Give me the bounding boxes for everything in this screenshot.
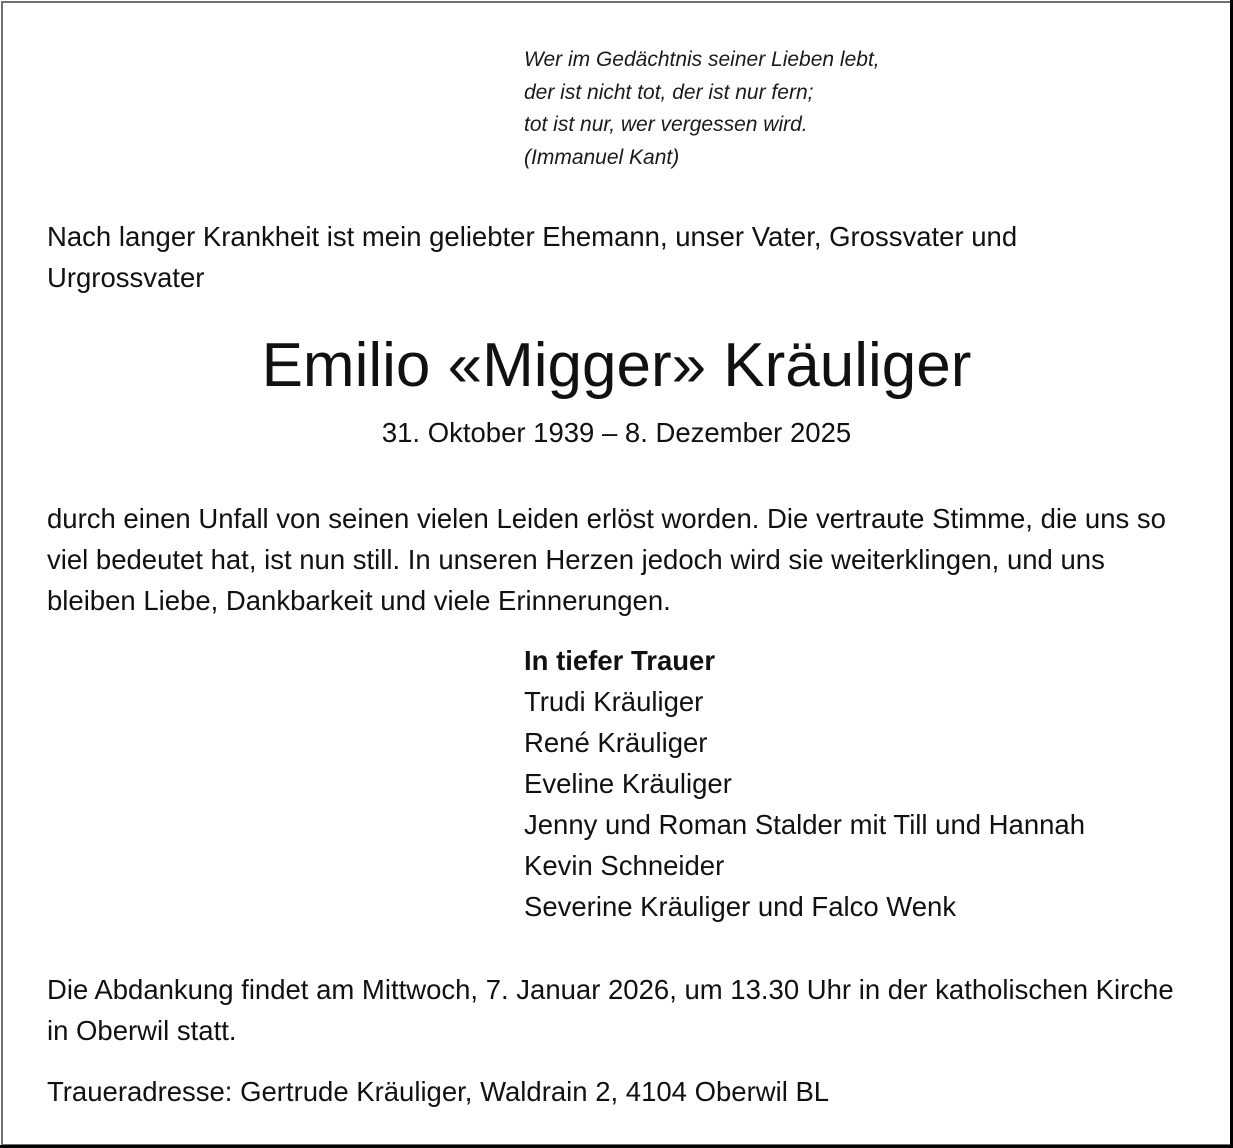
service-info: Die Abdankung findet am Mittwoch, 7. Januar 2026, um 13.30 Uhr in der katholischen Kirche in Oberwil statt. <box>47 974 1174 1046</box>
mourners-list <box>524 640 1085 927</box>
mourner-name: Kevin Schneider <box>524 850 725 881</box>
quote-line: tot ist nur, wer vergessen wird. <box>524 113 808 136</box>
quote-line: Wer im Gedächtnis seiner Lieben lebt, <box>524 48 880 71</box>
mourner-name: Eveline Kräuliger <box>524 768 732 799</box>
mourner-name: Jenny und Roman Stalder mit Till und Hannah <box>524 809 1086 840</box>
intro-text: Nach langer Krankheit ist mein geliebter Ehemann, unser Vater, Grossvater und Urgrossvater <box>47 221 1018 293</box>
body-text: durch einen Unfall von seinen vielen Leiden erlöst worden. Die vertraute Stimme, die uns so viel bedeutet hat, ist nun still. In unseren Herzen jedoch wird sie weiterklingen, und uns bleiben Liebe, Dankbarkeit und viele Erinnerungen. <box>47 503 1166 616</box>
mourner-name: Trudi Kräuliger <box>524 686 704 717</box>
mourner-name: Severine Kräuliger und Falco Wenk <box>524 891 957 922</box>
life-dates: 31. Oktober 1939 – 8. Dezember 2025 <box>381 417 852 448</box>
deceased-name: Emilio «Migger» Kräuliger <box>261 331 972 400</box>
mourner-name: René Kräuliger <box>524 727 708 758</box>
kant-quote <box>524 44 880 174</box>
mourning-address: Traueradresse: Gertrude Kräuliger, Waldrain 2, 4104 Oberwil BL <box>47 1076 830 1107</box>
mourners-heading: In tiefer Trauer <box>524 645 716 676</box>
quote-line: der ist nicht tot, der ist nur fern; <box>524 80 814 104</box>
quote-attribution: (Immanuel Kant) <box>524 145 680 169</box>
